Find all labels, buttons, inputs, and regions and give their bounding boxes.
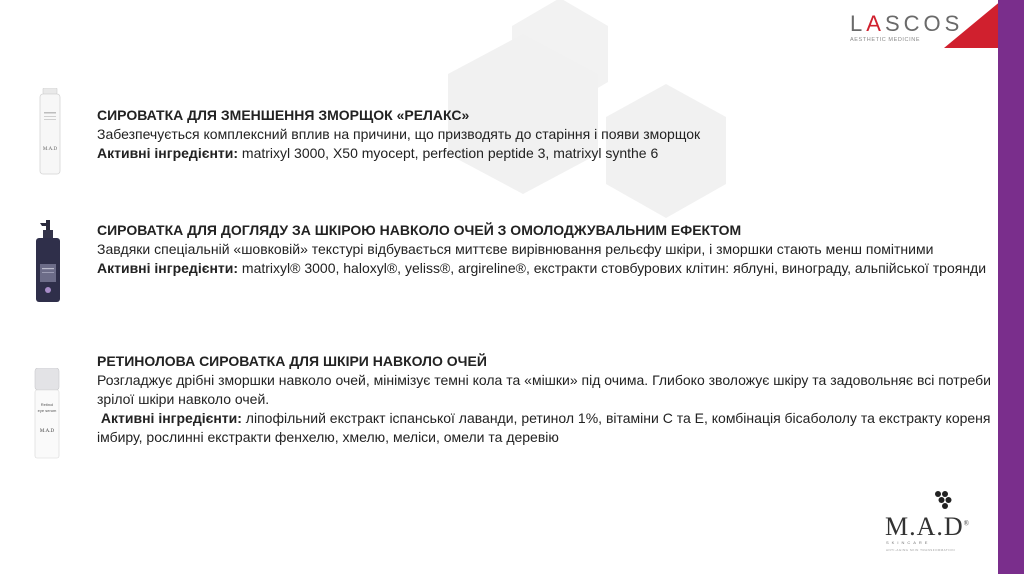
product-retinol	[97, 352, 1012, 447]
svg-text:M.A.D: M.A.D	[39, 429, 55, 434]
product-description: Розгладжує дрібні зморшки навколо очей, мінімізує темні кола та «мішки» під очима. Глибоко зволожує шкіру та задовольняє всі потреби зрілої шкіри навколо очей.	[97, 372, 991, 407]
product-description: Забезпечується комплексний вплив на причини, що призводять до старіння і появи зморщок	[97, 126, 701, 142]
svg-text:eye serum: eye serum	[37, 408, 57, 413]
ingredients-list: matrixyl 3000, X50 myocept, perfection peptide 3, matrixyl synthe 6	[238, 145, 659, 161]
lascos-logo-subtitle: AESTHETIC MEDICINE	[850, 37, 921, 43]
ingredients-label: Активні інгредієнти:	[97, 145, 239, 161]
product-bottle-relax	[34, 88, 66, 178]
mad-logo-subtitle: SKINCARE	[886, 540, 931, 545]
product-bottle-retinol	[30, 368, 64, 460]
product-relax	[97, 106, 1012, 163]
product-ingredients	[97, 144, 1012, 163]
svg-text:M.A.D: M.A.D	[42, 147, 58, 152]
ingredients-list: matrixyl® 3000, haloxyl®, yeliss®, argireline®, екстракти стовбурових клітин: яблуні, винограду, альпійської троянди	[238, 260, 987, 276]
ingredients-label: Активні інгредієнти:	[97, 410, 242, 426]
product-title: СИРОВАТКА ДЛЯ ЗМЕНШЕННЯ ЗМОРЩОК «РЕЛАКС»	[97, 107, 470, 123]
svg-text:Retinol: Retinol	[40, 402, 54, 407]
product-title: РЕТИНОЛОВА СИРОВАТКА ДЛЯ ШКІРИ НАВКОЛО ОЧЕЙ	[97, 353, 487, 369]
mad-logo-word: M.A.D®	[885, 512, 970, 541]
product-title: СИРОВАТКА ДЛЯ ДОГЛЯДУ ЗА ШКІРОЮ НАВКОЛО ОЧЕЙ З ОМОЛОДЖУВАЛЬНИМ ЕФЕКТОМ	[97, 222, 742, 238]
product-ingredients	[97, 409, 1012, 447]
lascos-logo	[850, 12, 963, 43]
mad-logo-tagline: ANTI-AGING SKIN TRANSFORMATION	[886, 548, 956, 552]
lascos-logo-word: LASCOS	[850, 11, 964, 36]
product-bottle-eye-care	[30, 220, 66, 304]
right-accent-bar	[998, 0, 1024, 574]
product-description: Завдяки спеціальній «шовковій» текстурі відбувається миттєве вирівнювання рельєфу шкіри, і зморшки стають менш помітними	[97, 241, 934, 257]
ingredients-list: ліпофільний екстракт іспанської лаванди, ретинол 1%, вітаміни С та Е, комбінація бісабололу та екстракту кореня імбиру, рослинні екстракти фенхелю, хмелю, меліси, омели та деревію	[97, 410, 995, 445]
product-eye-care	[97, 221, 1012, 278]
ingredients-label: Активні інгредієнти:	[97, 260, 239, 276]
product-ingredients	[97, 259, 1012, 278]
